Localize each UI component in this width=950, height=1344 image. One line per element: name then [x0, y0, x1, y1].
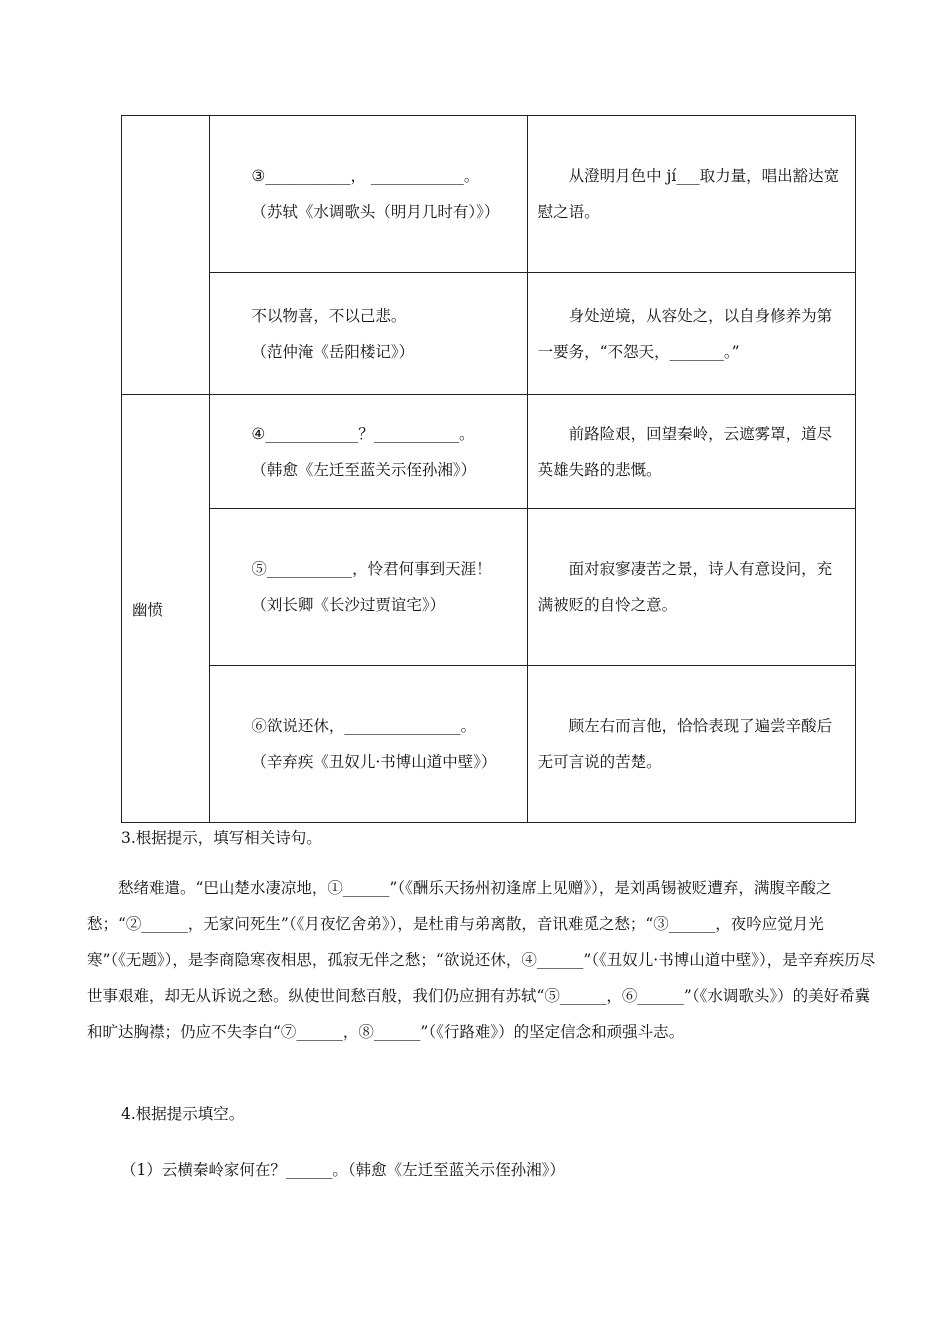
poem-cell [210, 273, 527, 395]
table-row [122, 666, 856, 823]
note-cell [527, 395, 855, 509]
note-cell [527, 666, 855, 823]
note-text: 顾左右而言他，恰恰表现了遍尝辛酸后无可言说的苦楚。 [537, 717, 833, 771]
table-row [122, 116, 856, 273]
question-3-text: 愁绪难遣。“巴山楚水凄凉地，①______”（《酬乐天扬州初逢席上见赠》），是刘禹锡被贬遭弃，满腹辛酸之愁；“②______，无家问死生”（《月夜忆舍弟》），是杜甫与弟离散，音讯难觅之愁；“③______，夜吟应觉月光寒”（《无题》），是李商隐寒夜相思，孤寂无伴之愁；“欲说还休，④______”（《丑奴儿·书博山道中壁》），是辛弃疾历尽世事艰难，却无从诉说之愁。纵使世间愁百般，我们仍应拥有苏轼“⑤______，⑥______”（《水调歌头》）的美好希冀和旷达胸襟；仍应不失李白“⑦______，⑧______”（《行路难》）的坚定信念和顽强斗志。 [87, 879, 876, 1041]
poem-source: （辛弃疾《丑奴儿·书博山道中壁》） [251, 753, 497, 771]
poem-source: （苏轼《水调歌头（明月几时有）》） [251, 203, 500, 221]
poem-line: 不以物喜，不以己悲。 [251, 306, 407, 325]
poem-source: （刘长卿《长沙过贾谊宅》） [251, 596, 446, 614]
poem-cell [210, 395, 527, 509]
note-cell [527, 273, 855, 395]
note-text: 身处逆境，从容处之，以自身修养为第一要务，“不怨天，_______。” [537, 306, 833, 361]
note-cell [527, 509, 855, 666]
note-text: 面对寂寥凄苦之景，诗人有意设问，充满被贬的自怜之意。 [537, 560, 833, 614]
table-row [122, 395, 856, 509]
poem-source: （范仲淹《岳阳楼记》） [251, 342, 415, 361]
category-cell: 幽愤 [122, 395, 210, 823]
table-row [122, 273, 856, 395]
poem-source: （韩愈《左迁至蓝关示侄孙湘》） [251, 460, 477, 479]
poem-line: ⑤___________，怜君何事到天涯！ [251, 560, 492, 578]
note-text: 从澄明月色中 jí___取力量，唱出豁达宽慰之语。 [537, 167, 840, 221]
question-4-title: 4.根据提示填空。 [121, 1105, 245, 1123]
note-text: 前路险艰，回望秦岭，云遮雾罩，道尽英雄失路的悲慨。 [537, 424, 833, 479]
poem-line: ⑥欲说还休，_______________。 [251, 717, 477, 735]
poem-line: ③___________， ____________。 [251, 167, 480, 185]
question-3-title: 3.根据提示，填写相关诗句。 [121, 829, 322, 847]
table-row [122, 509, 856, 666]
note-cell [527, 116, 855, 273]
question-4-item-1: （1）云横秦岭家何在？______。（韩愈《左迁至蓝关示侄孙湘》） [121, 1161, 565, 1179]
poem-line: ④____________？___________。 [251, 424, 475, 443]
poem-cell [210, 116, 527, 273]
question-3-body [87, 870, 877, 1050]
category-cell [122, 116, 210, 395]
poetry-table [121, 115, 856, 823]
poem-cell [210, 509, 527, 666]
poem-cell [210, 666, 527, 823]
